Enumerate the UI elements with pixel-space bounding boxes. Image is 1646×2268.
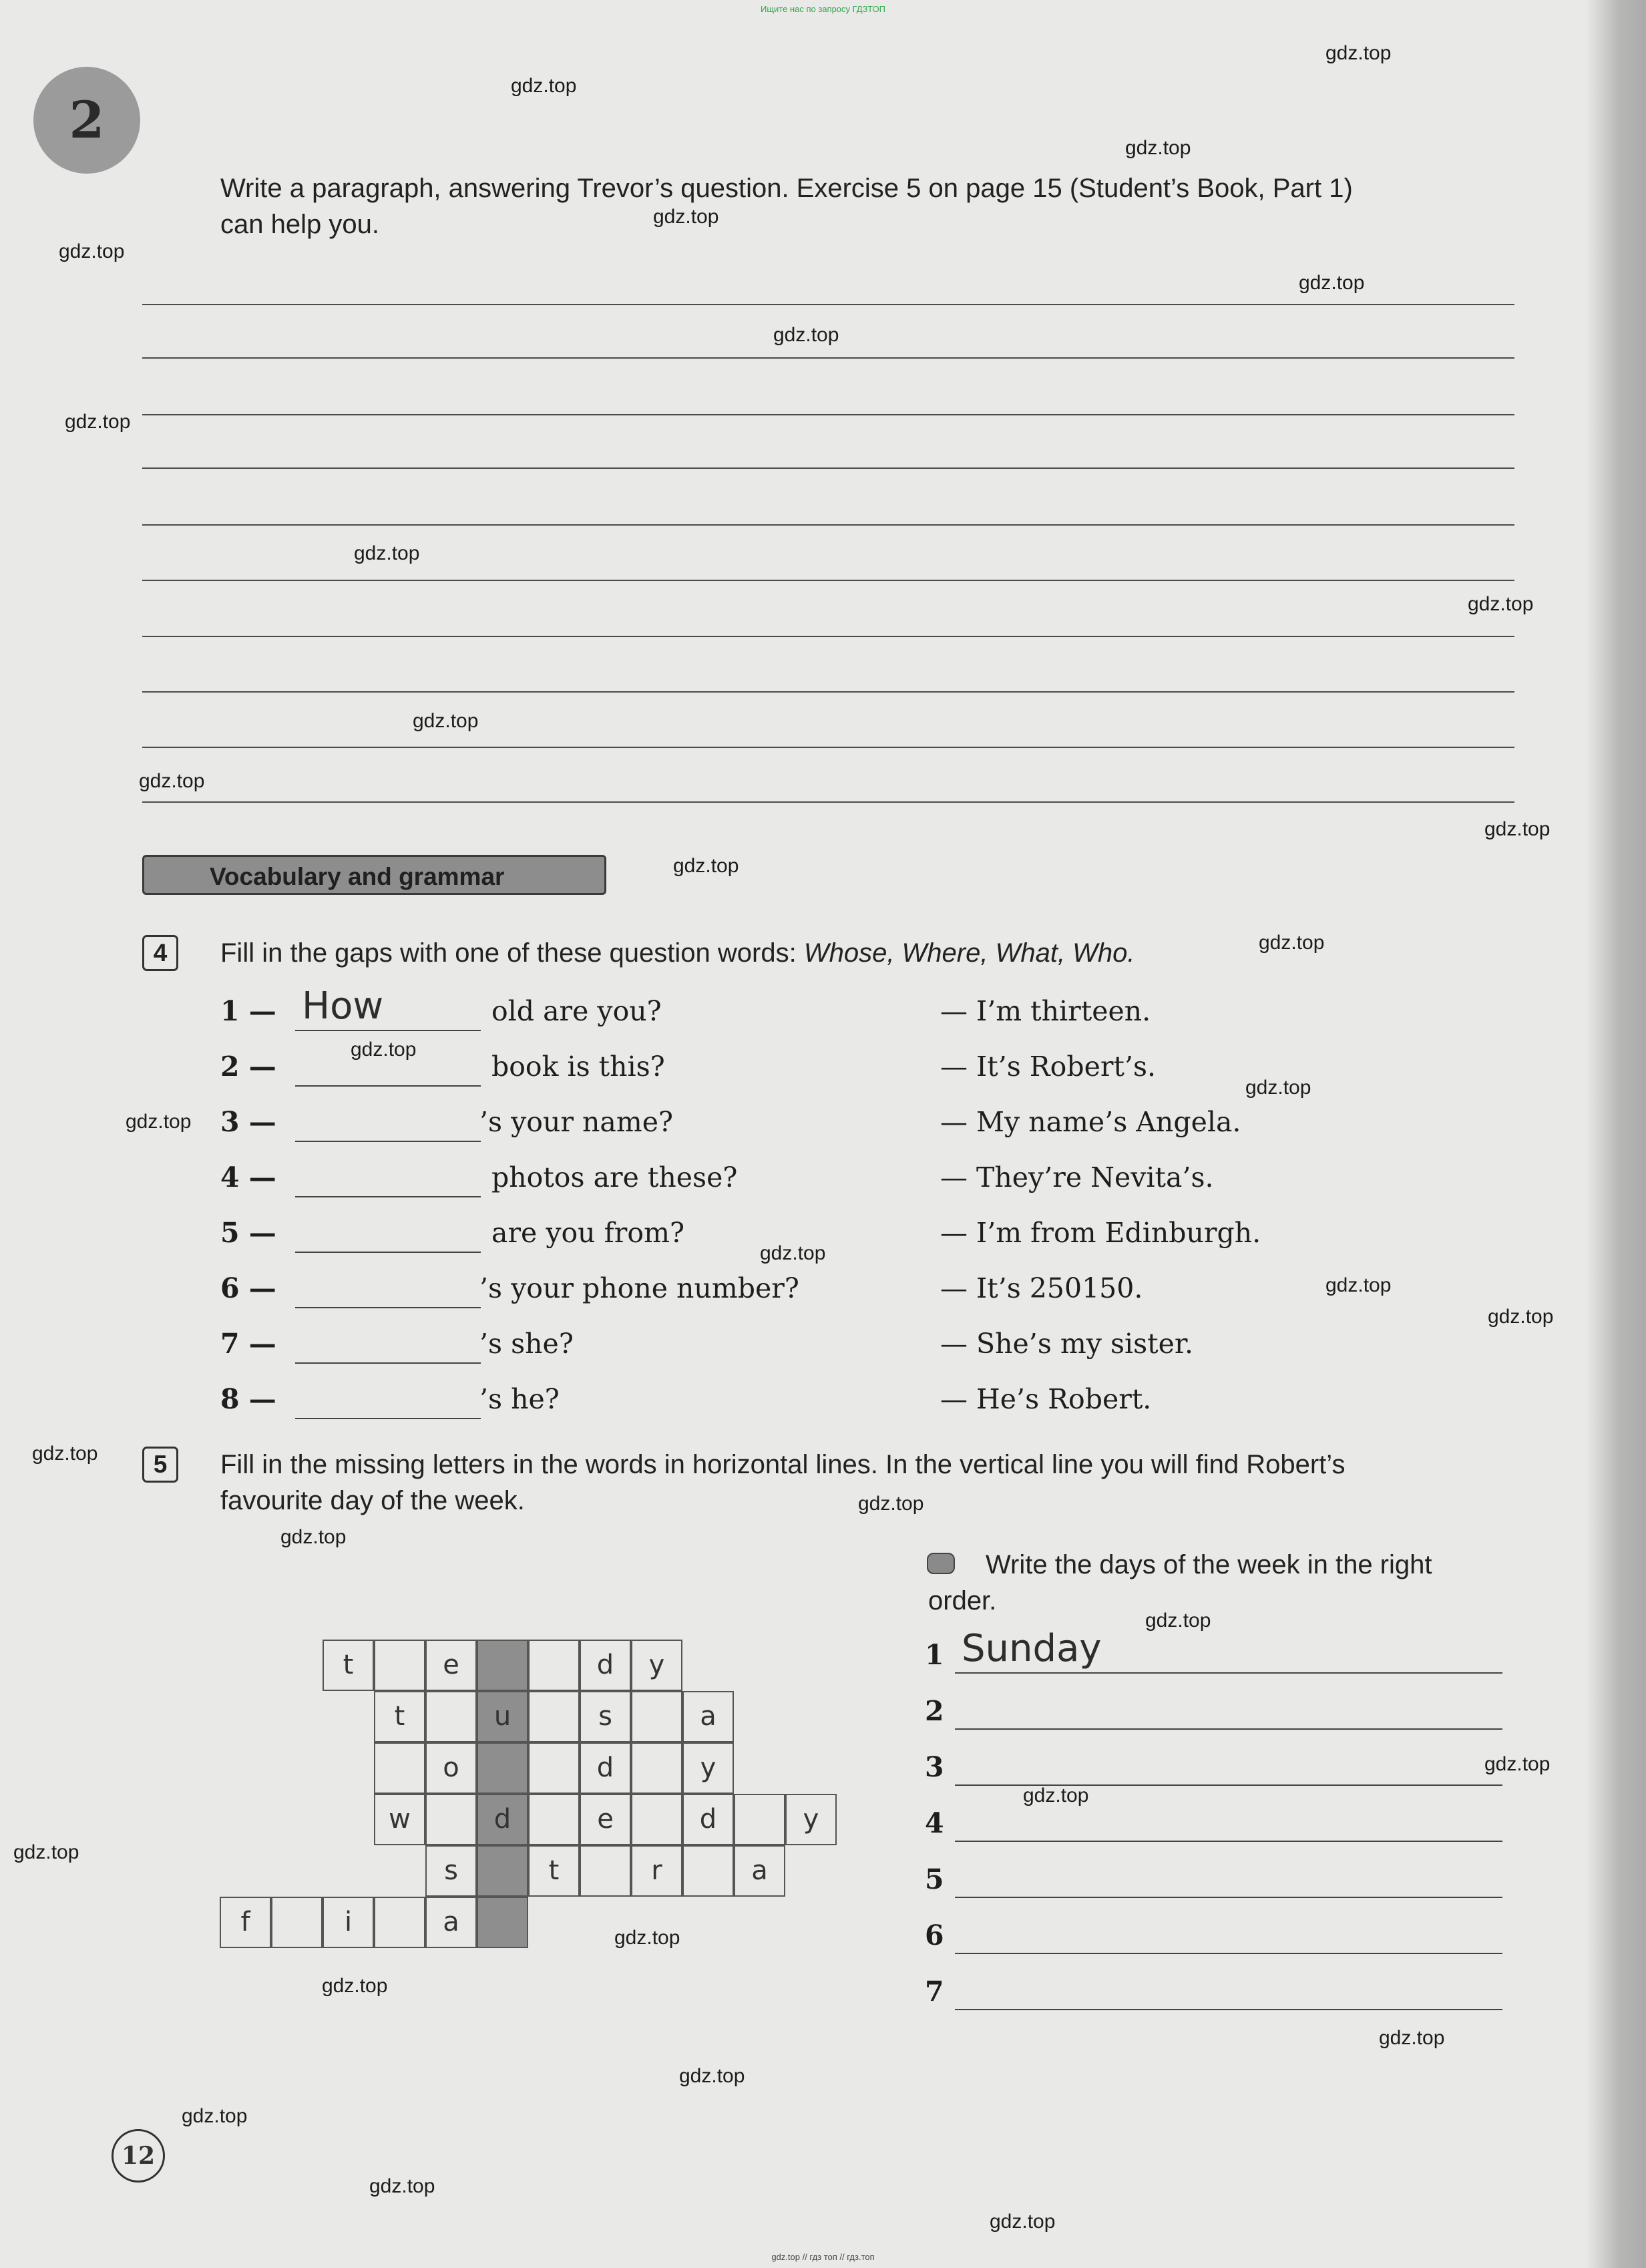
- watermark-text: gdz.top: [32, 1443, 98, 1465]
- day-answer-line[interactable]: [955, 2009, 1502, 2010]
- writing-line[interactable]: [142, 467, 1514, 469]
- writing-line[interactable]: [142, 357, 1514, 359]
- answer-handwritten: How: [302, 984, 384, 1028]
- bottom-note: gdz.top // гдз топ // гдз.топ: [771, 2252, 875, 2262]
- crossword-cell[interactable]: s: [425, 1845, 477, 1897]
- answer-text: — She’s my sister.: [940, 1328, 1194, 1360]
- writing-instruction-line2: can help you.: [220, 210, 379, 239]
- crossword-key-cell[interactable]: u: [477, 1691, 528, 1742]
- writing-line[interactable]: [142, 801, 1514, 803]
- item-number: 8 —: [220, 1383, 276, 1415]
- answer-text: — I’m thirteen.: [940, 995, 1151, 1027]
- watermark-text: gdz.top: [13, 1841, 79, 1863]
- crossword-key-cell[interactable]: [477, 1742, 528, 1794]
- day-answer-handwritten: Sunday: [962, 1627, 1102, 1670]
- writing-line[interactable]: [142, 691, 1514, 693]
- watermark-text: gdz.top: [1379, 2027, 1445, 2049]
- watermark-text: gdz.top: [59, 240, 125, 262]
- writing-instruction: [220, 170, 1522, 242]
- unit-number-badge: 2: [33, 67, 140, 174]
- watermark-text: gdz.top: [413, 710, 479, 732]
- day-number: 5: [925, 1863, 944, 1895]
- crossword-key-cell[interactable]: [477, 1640, 528, 1691]
- crossword-cell[interactable]: a: [734, 1845, 785, 1897]
- writing-line[interactable]: [142, 636, 1514, 637]
- watermark-text: gdz.top: [182, 2105, 248, 2127]
- watermark-text: gdz.top: [653, 206, 719, 228]
- answer-text: — He’s Robert.: [940, 1383, 1152, 1415]
- crossword-cell[interactable]: o: [425, 1742, 477, 1794]
- watermark-text: gdz.top: [990, 2211, 1056, 2233]
- watermark-text: gdz.top: [322, 1975, 388, 1997]
- crossword-cell[interactable]: s: [580, 1691, 631, 1742]
- crossword-cell[interactable]: [528, 1640, 580, 1691]
- watermark-text: gdz.top: [773, 324, 839, 346]
- crossword-cell[interactable]: [631, 1742, 682, 1794]
- answer-blank[interactable]: [295, 1141, 481, 1142]
- watermark-text: gdz.top: [858, 1493, 924, 1515]
- day-row: [925, 1861, 1512, 1907]
- crossword-cell[interactable]: e: [425, 1640, 477, 1691]
- crossword-cell[interactable]: d: [682, 1794, 734, 1845]
- answer-text: — My name’s Angela.: [940, 1106, 1241, 1138]
- question-text: book is this?: [491, 1051, 665, 1083]
- writing-line[interactable]: [142, 524, 1514, 526]
- watermark-text: gdz.top: [354, 542, 420, 564]
- item-number: 7 —: [220, 1328, 276, 1360]
- crossword-cell[interactable]: e: [580, 1794, 631, 1845]
- day-row: [925, 1692, 1512, 1739]
- day-answer-line[interactable]: [955, 1897, 1502, 1898]
- crossword-key-cell[interactable]: d: [477, 1794, 528, 1845]
- answer-blank[interactable]: [295, 1418, 481, 1419]
- crossword-cell[interactable]: a: [425, 1897, 477, 1948]
- watermark-text: gdz.top: [1484, 1753, 1551, 1775]
- crossword-cell[interactable]: [682, 1845, 734, 1897]
- item-number: 1 —: [220, 995, 276, 1027]
- answer-blank[interactable]: [295, 1030, 481, 1031]
- day-number: 2: [925, 1695, 944, 1727]
- crossword-key-cell[interactable]: [477, 1845, 528, 1897]
- crossword-cell[interactable]: [528, 1742, 580, 1794]
- answer-blank[interactable]: [295, 1307, 481, 1308]
- days-instruction-line1: Write the days of the week in the right: [986, 1550, 1432, 1579]
- watermark-text: gdz.top: [614, 1927, 680, 1949]
- watermark-text: gdz.top: [1488, 1306, 1554, 1328]
- exercise-4-number: 4: [142, 935, 178, 971]
- crossword-cell[interactable]: d: [580, 1640, 631, 1691]
- crossword-cell[interactable]: t: [528, 1845, 580, 1897]
- exercise-5-instruction-line2: favourite day of the week.: [220, 1486, 525, 1515]
- exercise-4-instruction: [220, 935, 1356, 971]
- crossword-cell[interactable]: [425, 1794, 477, 1845]
- exercise-4-row: [0, 984, 1646, 1035]
- crossword-cell[interactable]: [271, 1897, 323, 1948]
- crossword-cell[interactable]: [374, 1897, 425, 1948]
- crossword-cell[interactable]: [425, 1691, 477, 1742]
- watermark-text: gdz.top: [280, 1526, 347, 1548]
- exercise-4-row: [0, 1155, 1646, 1201]
- crossword-cell[interactable]: t: [323, 1640, 374, 1691]
- exercise-4-row: [0, 1044, 1646, 1091]
- day-number: 7: [925, 1975, 944, 2008]
- watermark-text: gdz.top: [351, 1038, 417, 1061]
- answer-blank[interactable]: [295, 1196, 481, 1197]
- crossword-cell[interactable]: i: [323, 1897, 374, 1948]
- day-row: [925, 1748, 1512, 1795]
- answer-text: — It’s Robert’s.: [940, 1051, 1157, 1083]
- watermark-text: gdz.top: [1299, 272, 1365, 294]
- item-number: 6 —: [220, 1272, 276, 1304]
- answer-blank[interactable]: [295, 1252, 481, 1253]
- question-text: ’s she?: [479, 1328, 574, 1360]
- crossword-key-cell[interactable]: [477, 1897, 528, 1948]
- crossword-cell[interactable]: [734, 1794, 785, 1845]
- day-answer-line[interactable]: [955, 1728, 1502, 1730]
- writing-line[interactable]: [142, 747, 1514, 748]
- day-number: 6: [925, 1919, 944, 1951]
- day-number: 3: [925, 1751, 944, 1783]
- exercise-4-row: [0, 1099, 1646, 1146]
- question-text: are you from?: [491, 1217, 684, 1249]
- day-row: [925, 1805, 1512, 1851]
- watermark-text: gdz.top: [1325, 1274, 1392, 1296]
- crossword-cell[interactable]: y: [631, 1640, 682, 1691]
- answer-blank[interactable]: [295, 1362, 481, 1364]
- writing-line[interactable]: [142, 580, 1514, 581]
- watermark-text: gdz.top: [1023, 1784, 1089, 1807]
- watermark-text: gdz.top: [760, 1242, 826, 1264]
- top-note: Ищите нас по запросу ГДЗТОП: [760, 4, 885, 14]
- crossword-cell[interactable]: [528, 1691, 580, 1742]
- crossword-cell[interactable]: y: [785, 1794, 837, 1845]
- watermark-text: gdz.top: [1484, 818, 1551, 840]
- item-number: 4 —: [220, 1161, 276, 1193]
- answer-text: — They’re Nevita’s.: [940, 1161, 1214, 1193]
- watermark-text: gdz.top: [1468, 593, 1534, 615]
- watermark-text: gdz.top: [1325, 42, 1392, 64]
- days-instruction: [928, 1547, 1529, 1619]
- watermark-text: gdz.top: [1125, 137, 1191, 159]
- crossword-cell[interactable]: y: [682, 1742, 734, 1794]
- writing-instruction-line1: Write a paragraph, answering Trevor’s question. Exercise 5 on page 15 (Student’s Book, Part 1): [220, 174, 1353, 203]
- question-text: ’s he?: [479, 1383, 560, 1415]
- watermark-text: gdz.top: [65, 411, 131, 433]
- day-answer-line[interactable]: [955, 1672, 1502, 1674]
- question-text: old are you?: [491, 995, 662, 1027]
- day-answer-line[interactable]: [955, 1953, 1502, 1954]
- watermark-text: gdz.top: [369, 2175, 435, 2197]
- exercise-4-row: [0, 1321, 1646, 1368]
- crossword-cell[interactable]: [631, 1794, 682, 1845]
- day-answer-line[interactable]: [955, 1841, 1502, 1842]
- section-banner: Vocabulary and grammar: [142, 855, 606, 895]
- crossword-cell[interactable]: [580, 1845, 631, 1897]
- exercise-4-question-words: Whose, Where, What, Who.: [803, 938, 1135, 968]
- watermark-text: gdz.top: [126, 1111, 192, 1133]
- crossword-cell[interactable]: d: [580, 1742, 631, 1794]
- day-number: 1: [925, 1639, 944, 1671]
- item-number: 2 —: [220, 1051, 276, 1083]
- crossword-cell[interactable]: r: [631, 1845, 682, 1897]
- watermark-text: gdz.top: [511, 75, 577, 97]
- item-number: 5 —: [220, 1217, 276, 1249]
- day-row: [925, 1627, 1512, 1683]
- watermark-text: gdz.top: [1245, 1077, 1311, 1099]
- crossword-cell[interactable]: w: [374, 1794, 425, 1845]
- page-number: 12: [112, 2129, 165, 2183]
- exercise-4-row: [0, 1266, 1646, 1312]
- answer-blank[interactable]: [295, 1085, 481, 1087]
- crossword-cell[interactable]: a: [682, 1691, 734, 1742]
- answer-text: — I’m from Edinburgh.: [940, 1217, 1261, 1249]
- watermark-text: gdz.top: [1145, 1610, 1211, 1632]
- crossword-cell[interactable]: [631, 1691, 682, 1742]
- question-text: ’s your phone number?: [479, 1272, 799, 1304]
- watermark-text: gdz.top: [1259, 932, 1325, 954]
- days-instruction-line2: order.: [928, 1586, 997, 1616]
- day-number: 4: [925, 1807, 944, 1839]
- crossword-cell[interactable]: [528, 1794, 580, 1845]
- watermark-text: gdz.top: [673, 855, 739, 877]
- question-text: ’s your name?: [479, 1106, 673, 1138]
- answer-text: — It’s 250150.: [940, 1272, 1143, 1304]
- crossword-cell[interactable]: [374, 1742, 425, 1794]
- item-number: 3 —: [220, 1106, 276, 1138]
- writing-line[interactable]: [142, 414, 1514, 415]
- question-text: photos are these?: [491, 1161, 738, 1193]
- exercise-4-instruction-text: Fill in the gaps with one of these question words:: [220, 938, 804, 968]
- day-row: [925, 1917, 1512, 1963]
- watermark-text: gdz.top: [679, 2065, 745, 2087]
- exercise-5-number: 5: [142, 1447, 178, 1483]
- crossword-cell[interactable]: t: [374, 1691, 425, 1742]
- exercise-5-instruction-line1: Fill in the missing letters in the words in horizontal lines. In the vertical line you will find Robert’s: [220, 1450, 1346, 1479]
- crossword-cell[interactable]: f: [220, 1897, 271, 1948]
- exercise-4-row: [0, 1376, 1646, 1423]
- writing-line[interactable]: [142, 304, 1514, 305]
- watermark-text: gdz.top: [139, 770, 205, 792]
- day-row: [925, 1973, 1512, 2020]
- crossword-cell[interactable]: [374, 1640, 425, 1691]
